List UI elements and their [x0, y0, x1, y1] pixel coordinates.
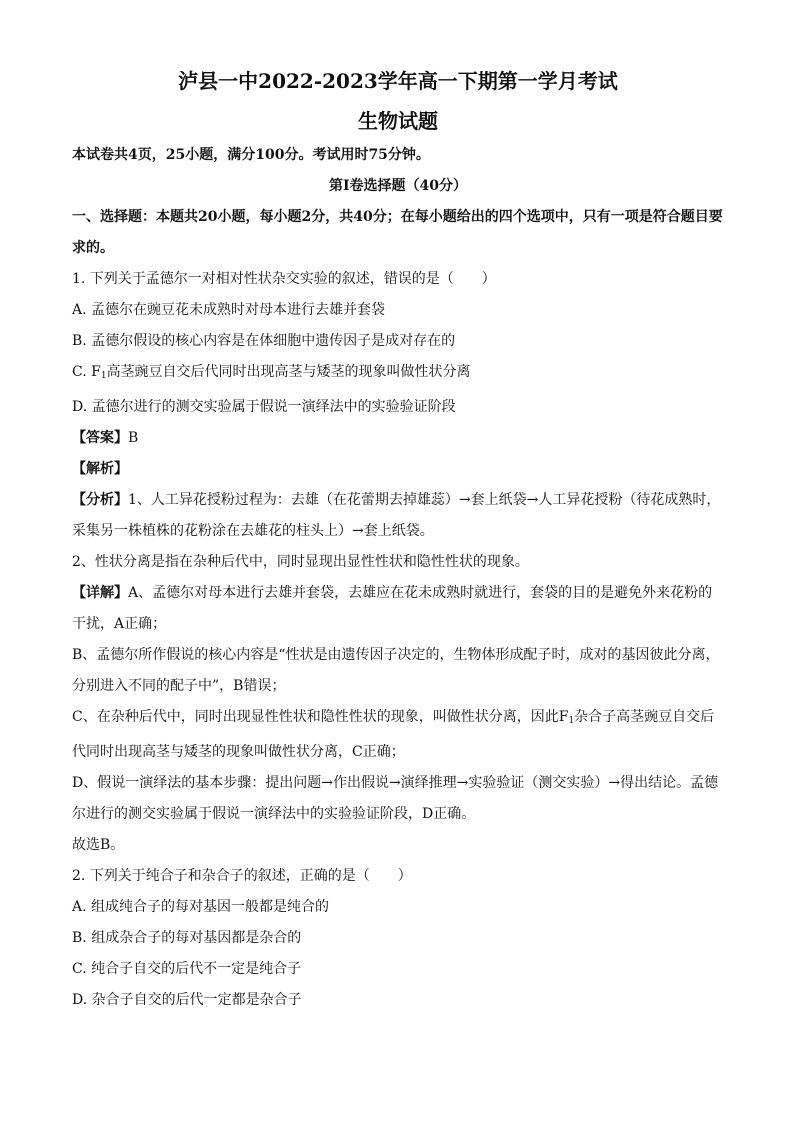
exam-title: 泸县一中2022-2023学年高一下期第一学月考试: [178, 69, 618, 93]
question-1-option-b: B. 孟德尔假设的核心内容是在体细胞中遗传因子是成对存在的: [72, 333, 456, 349]
question-1-stem: 1. 下列关于孟德尔一对相对性状杂交实验的叙述，错误的是（ ）: [72, 271, 496, 287]
question-2: [72, 861, 724, 1016]
question-2-option-a: A. 组成纯合子的每对基因一般都是纯合的: [72, 899, 330, 915]
answer-tag: 【答案】: [72, 430, 128, 446]
exam-intro: 本试卷共4页，25小题，满分100分。考试用时75分钟。: [72, 147, 430, 163]
fenxi-point-1-text: 1、人工异花授粉过程为：去雄（在花蕾期去掉雄蕊）→套上纸袋→人工异花授粉（待花成熟时，采集另一株植株的花粉涂在去雄花的柱头上）→套上纸袋。: [72, 492, 721, 539]
section-description: 一、选择题：本题共20小题，每小题2分，共40分；在每小题给出的四个选项中，只有一项是符合题目要求的。: [72, 209, 723, 256]
detail-a-text: A、孟德尔对母本进行去雄并套袋，去雄应在花未成熟时就进行，套袋的目的是避免外来花粉的干扰，A正确；: [72, 585, 713, 632]
answer-line: [72, 423, 724, 454]
exam-page: [72, 66, 724, 1016]
answer-value: B: [128, 430, 139, 446]
detail-c-text: 杂合子高茎豌豆自交后代同时出现高茎与矮茎的现象叫做性状分离，C正确；: [72, 709, 715, 760]
question-1: [72, 264, 724, 861]
question-2-stem: 2. 下列关于纯合子和杂合子的叙述，正确的是（ ）: [72, 868, 412, 884]
question-1-option-d: D. 孟德尔进行的测交实验属于假说一演绎法中的实验验证阶段: [72, 399, 456, 415]
question-2-option-b: B. 组成杂合子的每对基因都是杂合的: [72, 930, 302, 946]
detail-b: B、孟德尔所作假说的核心内容是“性状是由遗传因子决定的，生物体形成配子时，成对的基因彼此分离，分别进入不同的配子中”，B错误；: [72, 647, 720, 694]
detail-a: [72, 578, 724, 640]
fenxi-tag: 【分析】: [72, 492, 128, 508]
question-1-option-a: A. 孟德尔在豌豆花未成熟时对母本进行去雄并套袋: [72, 302, 386, 318]
fenxi-point-1: [72, 485, 724, 547]
option-c-subscript: 1: [100, 371, 107, 381]
xiangjie-tag: 【详解】: [72, 585, 128, 601]
detail-c-prefix: C、在杂种后代中，同时出现显性性状和隐性性状的现象，叫做性状分离，因此F: [72, 709, 569, 725]
detail-d: D、假说一演绎法的基本步骤：提出问题→作出假说→演绎推理→实验验证（测交实验）→得出结论。孟德尔进行的测交实验属于假说一演绎法中的实验验证阶段，D正确。: [72, 775, 719, 822]
section-title: 第I卷选择题（40分）: [328, 178, 468, 194]
fenxi-point-2: 2、性状分离是指在杂种后代中，同时显现出显性性状和隐性性状的现象。: [72, 554, 529, 570]
analysis-tag: 【解析】: [72, 461, 128, 477]
question-1-option-c: [72, 357, 724, 392]
question-2-option-d: D. 杂合子自交的后代一定都是杂合子: [72, 992, 302, 1008]
conclusion: 故选B。: [72, 837, 125, 853]
option-c-prefix: C. F: [72, 364, 101, 380]
exam-subtitle: 生物试题: [358, 109, 438, 133]
option-c-text: 高茎豌豆自交后代同时出现高茎与矮茎的现象叫做性状分离: [106, 364, 471, 380]
detail-c-subscript: 1: [568, 716, 575, 726]
detail-c: [72, 702, 724, 768]
question-2-option-c: C. 纯合子自交的后代不一定是纯合子: [72, 961, 302, 977]
